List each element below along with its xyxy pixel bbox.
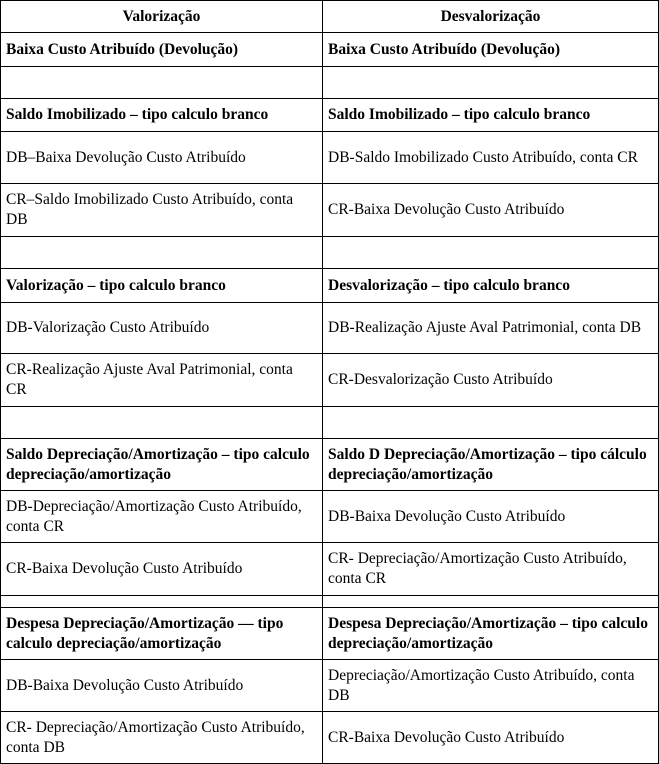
cell-left: DB-Depreciação/Amortização Custo Atribuído, conta CR — [1, 491, 323, 543]
cell-left: DB-Baixa Devolução Custo Atribuído — [1, 660, 323, 712]
table-row-spacer — [1, 596, 659, 608]
table-row — [1, 439, 659, 491]
cell-right: CR- Depreciação/Amortização Custo Atribuído, conta CR — [323, 543, 659, 596]
cell-left: DB–Baixa Devolução Custo Atribuído — [1, 132, 323, 184]
cell-left: Saldo Depreciação/Amortização – tipo calculo depreciação/amortização — [1, 439, 323, 491]
cell-right: Desvalorização – tipo calculo branco — [323, 269, 659, 303]
cell-right — [323, 67, 659, 99]
cell-right: Despesa Depreciação/Amortização – tipo calculo depreciação/amortização — [323, 608, 659, 660]
table-row — [1, 712, 659, 764]
cell-left — [1, 596, 323, 608]
table-row-empty — [1, 407, 659, 439]
header-row — [1, 1, 659, 33]
cell-right: DB-Saldo Imobilizado Custo Atribuído, conta CR — [323, 132, 659, 184]
cell-left: CR- Depreciação/Amortização Custo Atribuído, conta DB — [1, 712, 323, 764]
cell-right: Saldo Imobilizado – tipo calculo branco — [323, 99, 659, 132]
cell-left: Saldo Imobilizado – tipo calculo branco — [1, 99, 323, 132]
header-desvalorizacao: Desvalorização — [323, 1, 659, 33]
table-row — [1, 608, 659, 660]
cell-right: DB-Baixa Devolução Custo Atribuído — [323, 491, 659, 543]
table-row — [1, 543, 659, 596]
table-row — [1, 491, 659, 543]
cell-right: Depreciação/Amortização Custo Atribuído, conta DB — [323, 660, 659, 712]
cell-right: CR-Desvalorização Custo Atribuído — [323, 354, 659, 407]
cell-left: CR–Saldo Imobilizado Custo Atribuído, conta DB — [1, 184, 323, 237]
cell-right — [323, 237, 659, 269]
cell-right: CR-Baixa Devolução Custo Atribuído — [323, 184, 659, 237]
cell-left — [1, 67, 323, 99]
cell-left: CR-Baixa Devolução Custo Atribuído — [1, 543, 323, 596]
cell-left: CR-Realização Ajuste Aval Patrimonial, conta CR — [1, 354, 323, 407]
cell-left: Baixa Custo Atribuído (Devolução) — [1, 33, 323, 67]
cell-right — [323, 407, 659, 439]
table-row — [1, 184, 659, 237]
cell-left: DB-Valorização Custo Atribuído — [1, 303, 323, 354]
cell-right: CR-Baixa Devolução Custo Atribuído — [323, 712, 659, 764]
cell-left — [1, 237, 323, 269]
cell-left: Despesa Depreciação/Amortização — tipo calculo depreciação/amortização — [1, 608, 323, 660]
cell-right: Saldo D Depreciação/Amortização – tipo cálculo depreciação/amortização — [323, 439, 659, 491]
cell-right — [323, 596, 659, 608]
header-valorizacao: Valorização — [1, 1, 323, 33]
cell-right: DB-Realização Ajuste Aval Patrimonial, conta DB — [323, 303, 659, 354]
cell-left: Valorização – tipo calculo branco — [1, 269, 323, 303]
table-row — [1, 132, 659, 184]
cell-left — [1, 407, 323, 439]
table-row-empty — [1, 67, 659, 99]
cell-right: Baixa Custo Atribuído (Devolução) — [323, 33, 659, 67]
table-row — [1, 660, 659, 712]
table-row — [1, 303, 659, 354]
table-row — [1, 269, 659, 303]
table-row — [1, 354, 659, 407]
table-row-empty — [1, 237, 659, 269]
table-row — [1, 99, 659, 132]
table-row — [1, 33, 659, 67]
